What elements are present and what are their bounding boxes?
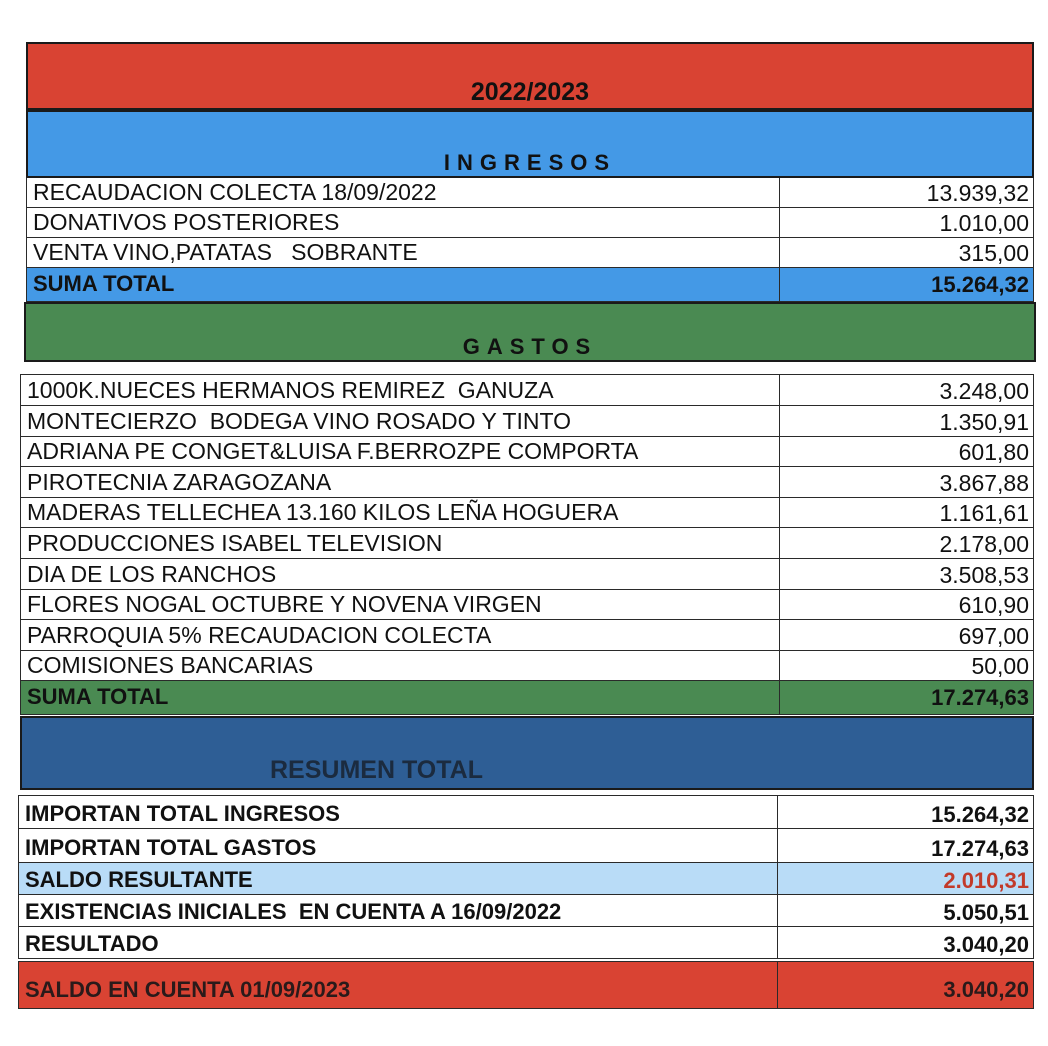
row-amount: 3.040,20 bbox=[777, 927, 1033, 958]
row-amount: 15.264,32 bbox=[777, 796, 1033, 828]
row-amount: 601,80 bbox=[779, 437, 1033, 467]
gastos-header-label: GASTOS bbox=[462, 334, 598, 359]
row-concept: DONATIVOS POSTERIORES bbox=[33, 209, 340, 235]
table-row bbox=[20, 620, 1034, 651]
table-row bbox=[20, 374, 1034, 406]
table-row bbox=[26, 238, 1034, 268]
row-concept: 1000K.NUECES HERMANOS REMIREZ GANUZA bbox=[27, 377, 554, 403]
row-concept: PARROQUIA 5% RECAUDACION COLECTA bbox=[27, 621, 492, 648]
ingresos-header-label: INGRESOS bbox=[443, 150, 617, 175]
table-row bbox=[18, 829, 1034, 863]
table-row bbox=[18, 895, 1034, 927]
table-row bbox=[26, 178, 1034, 208]
row-concept: IMPORTAN TOTAL INGRESOS bbox=[25, 801, 340, 826]
gastos-header bbox=[24, 302, 1036, 362]
ingresos-header bbox=[26, 110, 1034, 178]
row-concept: RESULTADO bbox=[25, 931, 159, 956]
gastos-total-row bbox=[20, 681, 1034, 715]
row-concept: COMISIONES BANCARIAS bbox=[27, 652, 314, 679]
table-row bbox=[20, 498, 1034, 529]
row-amount: 1.010,00 bbox=[779, 208, 1033, 237]
table-row bbox=[20, 467, 1034, 498]
row-concept: MADERAS TELLECHEA 13.160 KILOS LEÑA HOGUERA bbox=[27, 499, 619, 526]
row-concept: IMPORTAN TOTAL GASTOS bbox=[25, 835, 317, 860]
table-row bbox=[18, 795, 1034, 829]
table-row bbox=[26, 208, 1034, 238]
row-concept: DIA DE LOS RANCHOS bbox=[27, 560, 277, 587]
row-concept: FLORES NOGAL OCTUBRE Y NOVENA VIRGEN bbox=[27, 591, 542, 618]
row-amount: 2.010,31 bbox=[777, 863, 1033, 894]
resumen-header-label: RESUMEN TOTAL bbox=[270, 756, 483, 784]
row-concept: ADRIANA PE CONGET&LUISA F.BERROZPE COMPORTA bbox=[27, 438, 639, 465]
table-row bbox=[20, 528, 1034, 559]
gastos-total-value: 17.274,63 bbox=[779, 681, 1033, 714]
saldo-final-value: 3.040,20 bbox=[777, 962, 1033, 1008]
ingresos-total-label: SUMA TOTAL bbox=[33, 271, 175, 296]
ingresos-total-value: 15.264,32 bbox=[779, 268, 1033, 301]
row-amount: 2.178,00 bbox=[779, 528, 1033, 558]
saldo-resultante-row bbox=[18, 863, 1034, 895]
row-amount: 5.050,51 bbox=[777, 895, 1033, 926]
year-title-band bbox=[26, 42, 1034, 110]
saldo-final-label: SALDO EN CUENTA 01/09/2023 bbox=[25, 976, 351, 1002]
row-amount: 1.161,61 bbox=[779, 498, 1033, 528]
row-concept: VENTA VINO,PATATAS SOBRANTE bbox=[33, 239, 418, 265]
table-row bbox=[20, 406, 1034, 437]
table-row bbox=[20, 437, 1034, 468]
row-concept: RECAUDACION COLECTA 18/09/2022 bbox=[33, 179, 437, 205]
gastos-total-label: SUMA TOTAL bbox=[27, 684, 169, 710]
table-row bbox=[20, 559, 1034, 590]
row-amount: 610,90 bbox=[779, 590, 1033, 620]
row-concept: EXISTENCIAS INICIALES EN CUENTA A 16/09/2022 bbox=[25, 899, 562, 924]
row-concept: SALDO RESULTANTE bbox=[25, 867, 253, 892]
table-row bbox=[20, 590, 1034, 621]
table-row bbox=[18, 927, 1034, 959]
row-concept: PRODUCCIONES ISABEL TELEVISION bbox=[27, 529, 443, 556]
row-amount: 17.274,63 bbox=[777, 829, 1033, 862]
row-amount: 3.248,00 bbox=[779, 375, 1033, 405]
table-row bbox=[20, 651, 1034, 682]
row-amount: 50,00 bbox=[779, 651, 1033, 681]
resumen-header bbox=[20, 716, 1034, 790]
year-title: 2022/2023 bbox=[470, 78, 590, 106]
row-amount: 697,00 bbox=[779, 620, 1033, 650]
row-amount: 13.939,32 bbox=[779, 178, 1033, 207]
row-amount: 3.867,88 bbox=[779, 467, 1033, 497]
ingresos-total-row bbox=[26, 268, 1034, 302]
row-amount: 3.508,53 bbox=[779, 559, 1033, 589]
row-amount: 315,00 bbox=[779, 238, 1033, 267]
row-amount: 1.350,91 bbox=[779, 406, 1033, 436]
saldo-final-row bbox=[18, 961, 1034, 1009]
row-concept: MONTECIERZO BODEGA VINO ROSADO Y TINTO bbox=[27, 407, 572, 434]
row-concept: PIROTECNIA ZARAGOZANA bbox=[27, 468, 332, 495]
